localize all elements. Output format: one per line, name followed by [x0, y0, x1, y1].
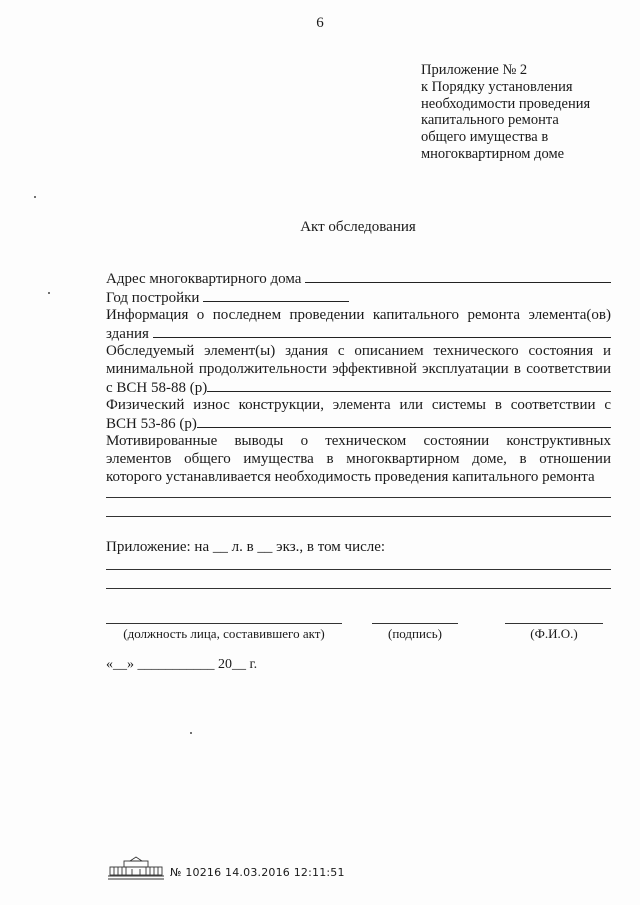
element-field[interactable] [207, 379, 611, 392]
attachment-field-1[interactable] [106, 569, 611, 570]
element-text-1: Обследуемый элемент(ы) здания с описанием технического состояния и [106, 343, 611, 360]
appendix-line: многоквартирном доме [421, 145, 565, 162]
registration-stamp-text: № 10216 14.03.2016 12:11:51 [170, 866, 345, 879]
conclusion-text-1: Мотивированные выводы о техническом состоянии конструктивных [106, 433, 611, 450]
conclusion-field-1[interactable] [106, 497, 611, 498]
address-row [106, 270, 611, 289]
wear-field[interactable] [197, 415, 611, 428]
wear-label: ВСН 53-86 (р) [106, 415, 197, 432]
conclusion-text-2: элементов общего имущества в многоквартирном доме, в отношении [106, 450, 611, 467]
conclusion-field-2[interactable] [106, 516, 611, 517]
wear-row [106, 415, 611, 434]
element-text-2: минимальной продолжительности эффективной эксплуатации в соответствии [106, 360, 611, 377]
scan-speck [190, 732, 192, 734]
name-label: (Ф.И.О.) [530, 626, 578, 641]
scan-speck [48, 292, 50, 294]
year-row [106, 289, 611, 308]
year-label: Год постройки [106, 289, 200, 306]
appendix-line: капитального ремонта [421, 112, 559, 129]
appendix-line: общего имущества в [421, 129, 549, 146]
scan-speck [34, 196, 36, 198]
document-title: Акт обследования [300, 219, 416, 235]
name-field[interactable] [505, 623, 603, 624]
signature-field[interactable] [372, 623, 458, 624]
year-field[interactable] [203, 289, 349, 302]
inspection-form [106, 270, 611, 486]
page-number: 6 [316, 15, 324, 31]
appendix-header [421, 62, 590, 163]
conclusion-text-3: которого устанавливается необходимость проведения капитального ремонта [106, 468, 595, 485]
address-label: Адрес многоквартирного дома [106, 271, 302, 287]
date-line: «__» ___________ 20__ г. [106, 657, 258, 672]
element-label: с ВСН 58-88 (р) [106, 379, 208, 396]
position-label: (должность лица, составившего акт) [123, 626, 325, 641]
building-logo-icon [108, 855, 164, 881]
last-repair-field[interactable] [153, 325, 611, 338]
appendix-line: к Порядку установления [421, 78, 573, 95]
appendix-line: Приложение № 2 [421, 62, 528, 78]
signature-label: (подпись) [388, 626, 442, 641]
last-repair-row [106, 325, 611, 344]
element-row [106, 379, 611, 398]
attachment-field-2[interactable] [106, 588, 611, 589]
position-field[interactable] [106, 623, 342, 624]
address-field[interactable] [305, 270, 611, 283]
last-repair-text: Информация о последнем проведении капитального ремонта элемента(ов) [106, 307, 611, 324]
appendix-line: необходимости проведения [421, 95, 591, 112]
wear-text: Физический износ конструкции, элемента или системы в соответствии с [106, 397, 611, 414]
last-repair-label: здания [106, 325, 149, 342]
attachment-line: Приложение: на __ л. в __ экз., в том числе: [106, 539, 386, 555]
